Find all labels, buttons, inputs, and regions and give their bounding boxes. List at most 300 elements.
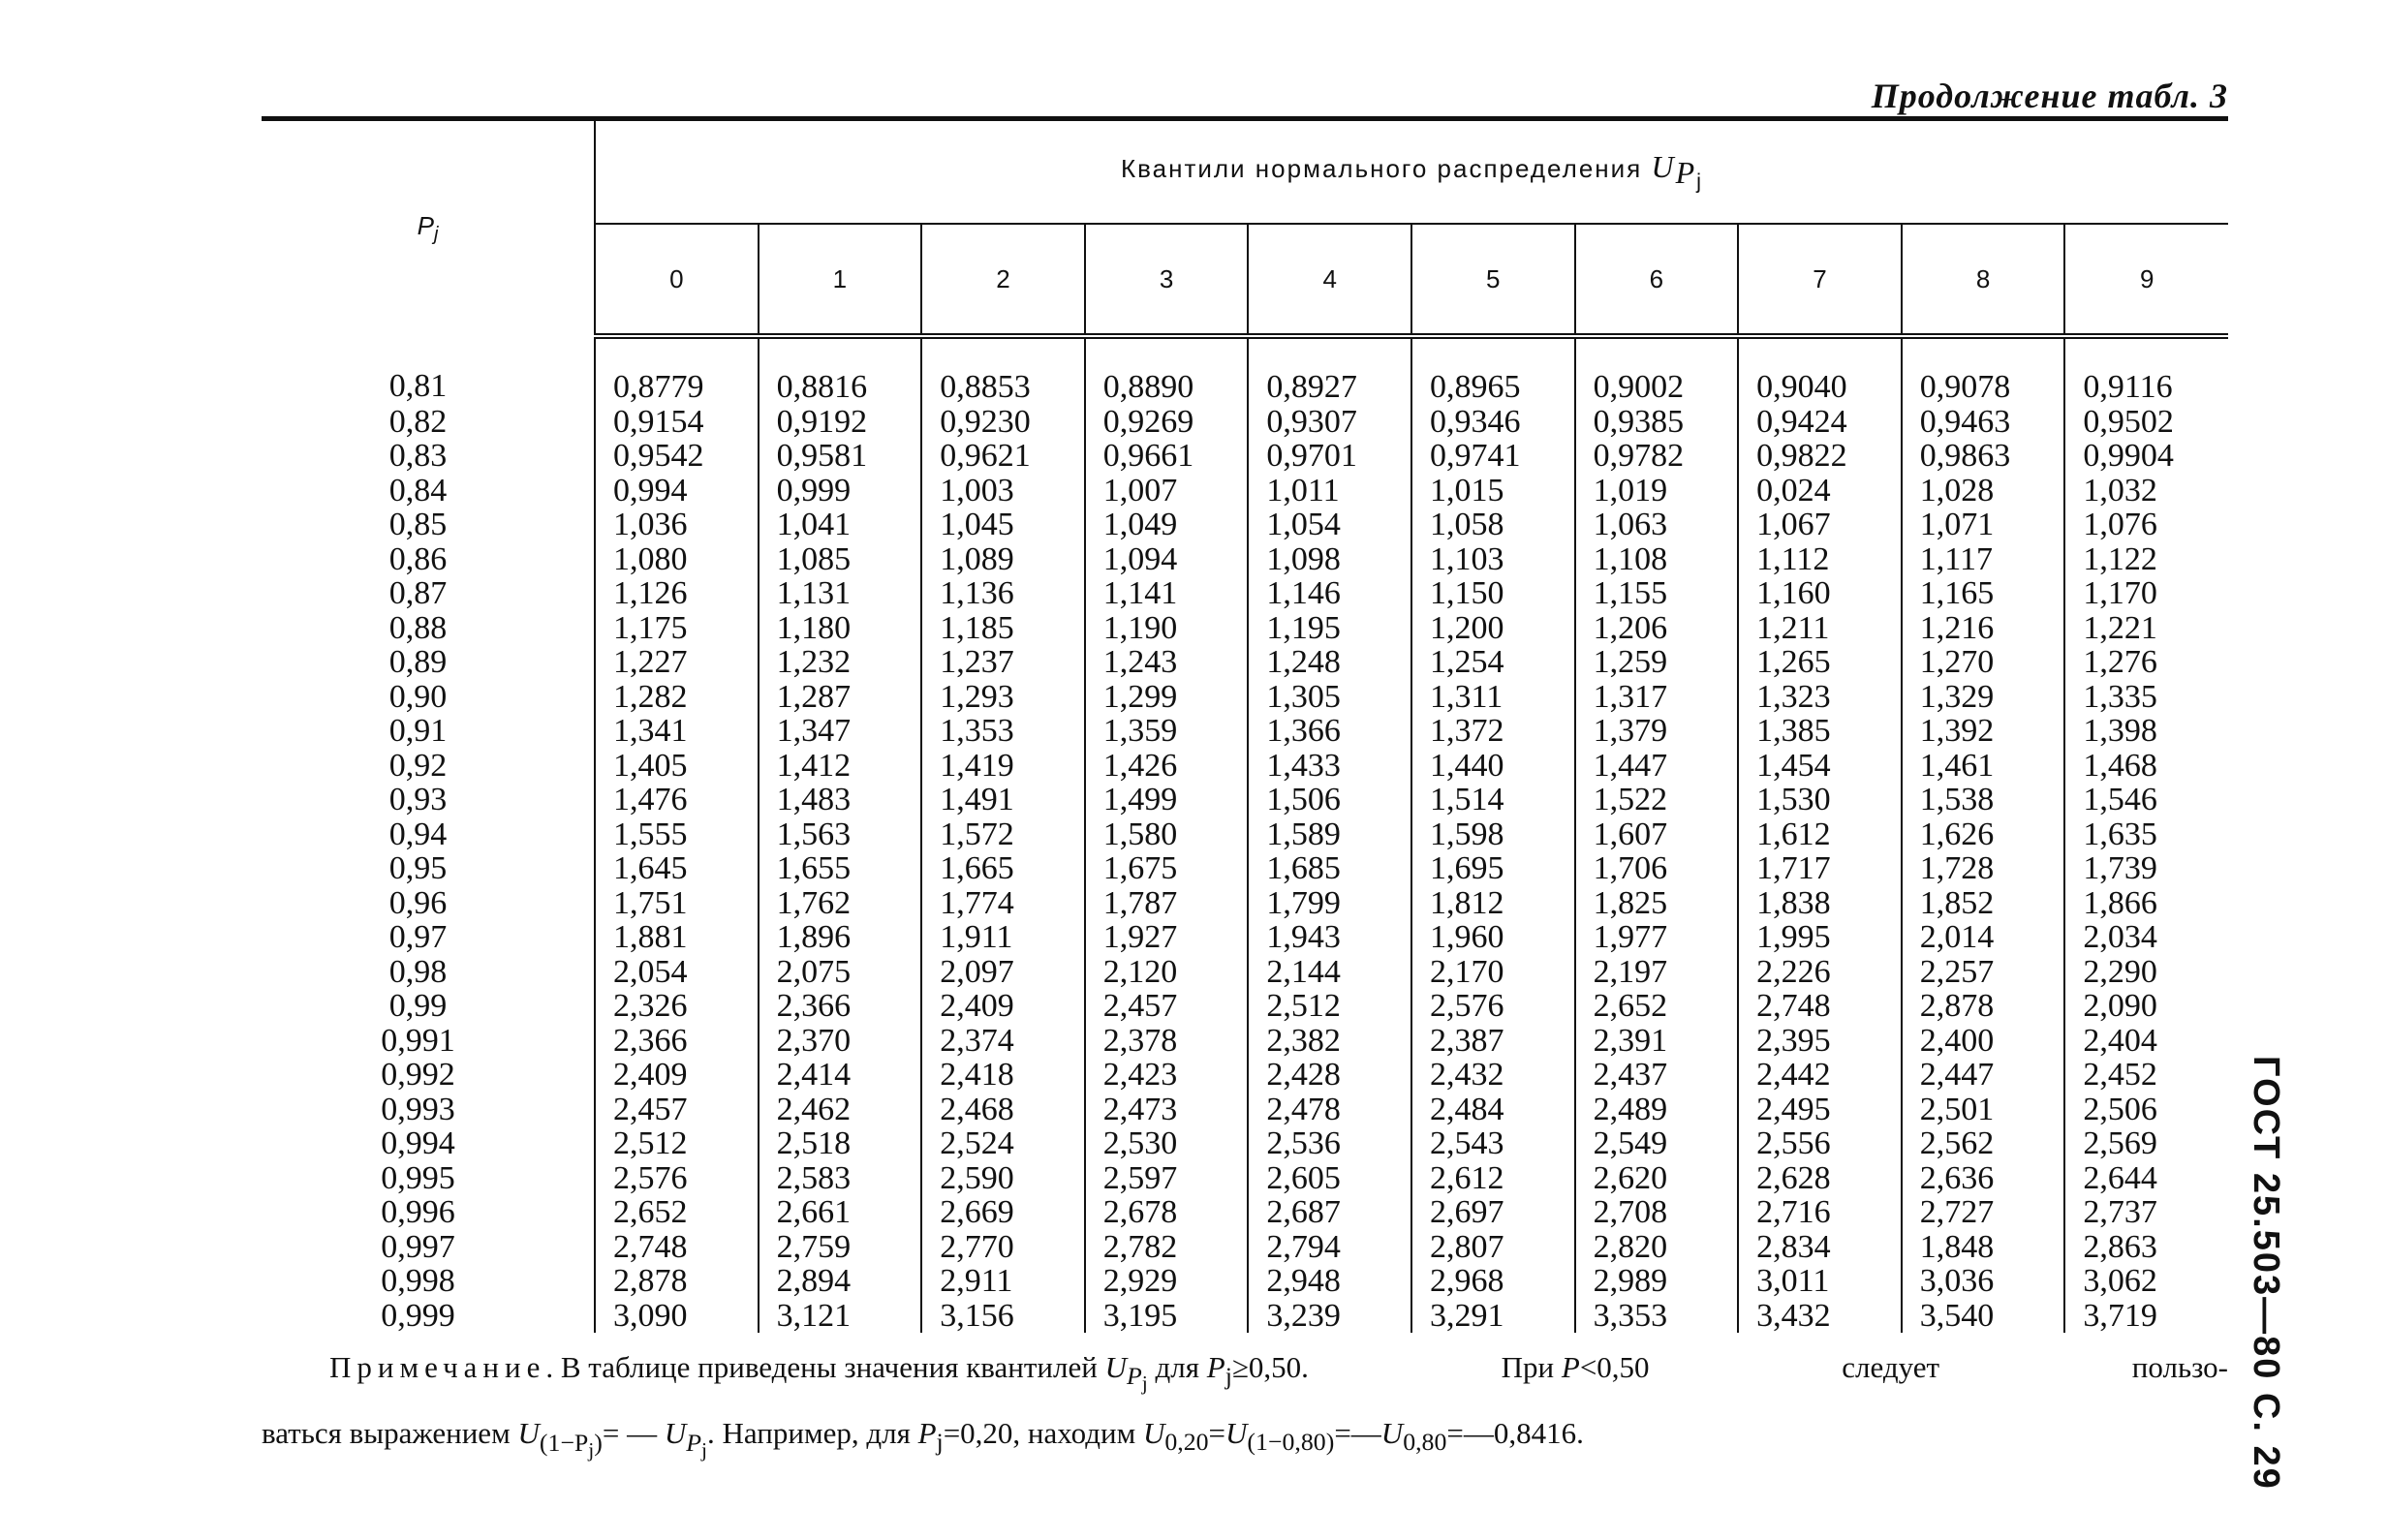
quantile-cell: 2,590 [921,1161,1085,1196]
quantile-cell: 2,605 [1248,1161,1411,1196]
quantile-cell: 1,094 [1085,542,1249,577]
pj-cell: 0,86 [388,540,448,577]
quantile-cell: 2,820 [1575,1230,1739,1265]
quantile-cell: 1,112 [1738,542,1902,577]
quantile-cell: 1,103 [1411,542,1575,577]
quantile-cell: 0,9154 [595,405,759,440]
quantile-cell: 2,661 [759,1195,922,1230]
quantile-cell: 1,282 [595,680,759,715]
quantile-cell: 2,512 [1248,989,1411,1024]
quantile-cell: 1,032 [2064,474,2228,508]
quantile-cell: 0,9542 [595,439,759,474]
quantile-cell: 2,409 [921,989,1085,1024]
quantile-cell: 3,719 [2064,1299,2228,1334]
quantile-cell: 1,335 [2064,680,2228,715]
quantile-cell: 1,812 [1411,886,1575,921]
quantile-cell: 1,185 [921,611,1085,646]
quantile-cell: 1,563 [759,817,922,852]
pj-cell: 0,998 [381,1263,455,1299]
quantile-cell: 1,155 [1575,576,1739,611]
quantile-cell: 2,863 [2064,1230,2228,1265]
quantile-cell: 1,041 [759,508,922,542]
column-header-5: 5 [1411,224,1575,336]
quantile-cell: 1,799 [1248,886,1411,921]
pj-cell: 0,88 [388,609,448,646]
quantile-cell: 2,628 [1738,1161,1902,1196]
quantile-cell: 2,727 [1902,1195,2065,1230]
quantile-cell: 2,409 [595,1058,759,1093]
quantile-cell: 2,576 [1411,989,1575,1024]
note-label: Примечание [329,1350,546,1384]
quantile-cell: 1,685 [1248,851,1411,886]
quantile-cell: 1,211 [1738,611,1902,646]
quantile-cell: 0,8816 [759,336,922,405]
quantile-cell: 2,834 [1738,1230,1902,1265]
quantile-cell: 2,054 [595,955,759,990]
quantile-cell: 2,478 [1248,1093,1411,1127]
quantile-cell: 1,491 [921,783,1085,817]
quantile-cell: 1,071 [1902,508,2065,542]
table-row [262,714,2228,749]
quantile-cell: 1,995 [1738,920,1902,955]
quantile-cell: 1,019 [1575,474,1739,508]
pj-cell: 0,85 [388,507,448,542]
quantile-cell: 0,8927 [1248,336,1411,405]
quantile-cell: 1,108 [1575,542,1739,577]
quantile-cell: 3,062 [2064,1264,2228,1299]
quantile-cell: 1,170 [2064,576,2228,611]
column-header-4: 4 [1248,224,1411,336]
quantile-cell: 2,569 [2064,1126,2228,1161]
quantile-cell: 2,597 [1085,1161,1249,1196]
quantile-cell: 1,838 [1738,886,1902,921]
pj-cell: 0,84 [388,472,448,508]
quantile-cell: 2,170 [1411,955,1575,990]
quantile-cell: 2,501 [1902,1093,2065,1127]
pj-cell: 0,999 [381,1297,455,1334]
column-header-2: 2 [921,224,1085,336]
quantile-cell: 1,405 [595,749,759,784]
quantile-cell: 1,433 [1248,749,1411,784]
quantile-cell: 1,655 [759,851,922,886]
pj-cell: 0,991 [381,1022,455,1059]
quantile-cell: 1,530 [1738,783,1902,817]
quantile-cell: 3,540 [1902,1299,2065,1334]
pj-cell: 0,994 [381,1125,455,1161]
quantile-cell: 2,794 [1248,1230,1411,1265]
quantile-cell: 0,9701 [1248,439,1411,474]
quantile-cell: 2,506 [2064,1093,2228,1127]
table-row [262,474,2228,508]
quantile-cell: 1,366 [1248,714,1411,749]
quantile-cell: 2,737 [2064,1195,2228,1230]
quantile-cell: 1,265 [1738,645,1902,680]
quantile-cell: 0,8779 [595,336,759,405]
quantile-cell: 2,878 [595,1264,759,1299]
column-header-7: 7 [1738,224,1902,336]
quantile-cell: 0,8890 [1085,336,1249,405]
quantile-cell: 3,195 [1085,1299,1249,1334]
quantile-cell: 1,063 [1575,508,1739,542]
quantile-cell: 1,881 [595,920,759,955]
quantile-cell: 1,232 [759,645,922,680]
quantile-cell: 1,126 [595,576,759,611]
quantile-cell: 1,447 [1575,749,1739,784]
quantile-cell: 2,620 [1575,1161,1739,1196]
pj-cell: 0,83 [388,438,448,474]
quantile-cell: 1,960 [1411,920,1575,955]
table-row [262,955,2228,990]
table-row [262,783,2228,817]
quantile-cell: 3,432 [1738,1299,1902,1334]
quantile-cell: 0,9307 [1248,405,1411,440]
pj-cell: 0,98 [388,953,448,990]
quantile-cell: 2,447 [1902,1058,2065,1093]
group-header: Квантили нормального распределения $U_{P_j}$ [595,119,2228,225]
quantile-cell: 2,536 [1248,1126,1411,1161]
quantile-cell: 1,927 [1085,920,1249,955]
quantile-cell: 1,717 [1738,851,1902,886]
pj-cell: 0,82 [388,403,448,440]
quantile-cell: 0,9002 [1575,336,1739,405]
quantile-cell: 1,580 [1085,817,1249,852]
table-row [262,1024,2228,1059]
quantile-cell: 1,353 [921,714,1085,749]
pj-column-header: $P_j$ [262,119,595,337]
quantile-cell: 1,089 [921,542,1085,577]
quantile-cell: 0,9863 [1902,439,2065,474]
quantile-cell: 1,293 [921,680,1085,715]
quantile-cell: 1,911 [921,920,1085,955]
quantile-cell: 2,473 [1085,1093,1249,1127]
table-row [262,1126,2228,1161]
quantile-cell: 2,404 [2064,1024,2228,1059]
quantile-cell: 2,382 [1248,1024,1411,1059]
footnote-line-1: Примечание. В таблице приведены значения квантилей $U_{P_j}$ для $P_j\ge 0,50$. При P<0,50 следует пользо- [329,1350,2228,1396]
quantile-cell: 2,437 [1575,1058,1739,1093]
quantile-cell: 3,090 [595,1299,759,1334]
quantile-cell: 2,556 [1738,1126,1902,1161]
quantile-cell: 2,457 [1085,989,1249,1024]
quantile-cell: 1,706 [1575,851,1739,886]
quantile-cell: 0,9621 [921,439,1085,474]
quantile-cell: 1,419 [921,749,1085,784]
quantile-cell: 1,221 [2064,611,2228,646]
quantile-cell: 1,468 [2064,749,2228,784]
quantile-cell: 1,098 [1248,542,1411,577]
quantile-cell: 1,180 [759,611,922,646]
quantile-cell: 2,090 [2064,989,2228,1024]
quantile-cell: 0,9904 [2064,439,2228,474]
quantile-cell: 1,329 [1902,680,2065,715]
table-row [262,1299,2228,1334]
quantile-cell: 2,197 [1575,955,1739,990]
quantile-cell: 1,248 [1248,645,1411,680]
quantile-cell: 2,878 [1902,989,2065,1024]
quantile-cell: 2,395 [1738,1024,1902,1059]
quantile-cell: 1,085 [759,542,922,577]
quantile-cell: 2,468 [921,1093,1085,1127]
quantile-cell: 2,326 [595,989,759,1024]
footnote-line-2: ваться выражением $U_{(1-P_j)}=$ — $U_{P_j}$. Например, для $P_j=0,20$, находим $U_{0,20}=U_{(1-0,80)}=—U_{0,80}=—0,8416$. [262,1416,1584,1462]
quantile-cell: 0,994 [595,474,759,508]
quantile-cell: 1,122 [2064,542,2228,577]
pj-cell: 0,90 [388,678,448,715]
quantile-cell: 0,9385 [1575,405,1739,440]
pj-cell: 0,92 [388,747,448,784]
quantile-cell: 0,9782 [1575,439,1739,474]
quantile-cell: 2,612 [1411,1161,1575,1196]
table-row [262,1230,2228,1265]
quantile-cell: 1,572 [921,817,1085,852]
table-row [262,645,2228,680]
quantile-cell: 1,522 [1575,783,1739,817]
column-header-1: 1 [759,224,922,336]
quantile-cell: 2,948 [1248,1264,1411,1299]
quantile-cell: 1,243 [1085,645,1249,680]
quantile-cell: 2,911 [921,1264,1085,1299]
quantile-cell: 1,440 [1411,749,1575,784]
quantile-cell: 1,461 [1902,749,2065,784]
side-page-label: ГОСТ 25.503—80 С. 29 [2246,1056,2286,1491]
table-row [262,1264,2228,1299]
quantile-cell: 2,759 [759,1230,922,1265]
quantile-cell: 0,9040 [1738,336,1902,405]
table-row [262,851,2228,886]
quantile-cell: 1,146 [1248,576,1411,611]
quantile-cell: 2,636 [1902,1161,2065,1196]
quantile-cell: 2,748 [595,1230,759,1265]
quantile-cell: 2,644 [2064,1161,2228,1196]
pj-cell: 0,89 [388,644,448,680]
quantile-cell: 1,454 [1738,749,1902,784]
quantile-cell: 1,695 [1411,851,1575,886]
quantile-cell: 2,495 [1738,1093,1902,1127]
quantile-cell: 1,359 [1085,714,1249,749]
quantile-cell: 2,423 [1085,1058,1249,1093]
quantile-cell: 1,739 [2064,851,2228,886]
quantile-cell: 1,392 [1902,714,2065,749]
quantile-cell: 2,583 [759,1161,922,1196]
table-row [262,1093,2228,1127]
quantile-cell: 1,287 [759,680,922,715]
quantile-cell: 1,216 [1902,611,2065,646]
quantile-cell: 1,237 [921,645,1085,680]
quantile-cell: 2,687 [1248,1195,1411,1230]
quantile-cell: 2,652 [595,1195,759,1230]
table-row [262,920,2228,955]
quantile-cell: 0,8965 [1411,336,1575,405]
column-header-3: 3 [1085,224,1249,336]
quantile-cell: 2,257 [1902,955,2065,990]
table-row [262,542,2228,577]
quantile-cell: 1,036 [595,508,759,542]
column-header-0: 0 [595,224,759,336]
quantile-cell: 2,387 [1411,1024,1575,1059]
quantile-cell: 0,9078 [1902,336,2065,405]
quantile-cell: 2,428 [1248,1058,1411,1093]
quantile-cell: 1,675 [1085,851,1249,886]
pj-cell: 0,87 [388,575,448,611]
quantile-cell: 1,538 [1902,783,2065,817]
quantile-cell: 1,045 [921,508,1085,542]
quantile-cell: 2,452 [2064,1058,2228,1093]
quantile-cell: 2,400 [1902,1024,2065,1059]
table-row [262,749,2228,784]
quantile-cell: 1,270 [1902,645,2065,680]
table-row [262,989,2228,1024]
quantile-cell: 1,514 [1411,783,1575,817]
quantile-cell: 1,506 [1248,783,1411,817]
table-row [262,336,2228,405]
quantile-cell: 1,555 [595,817,759,852]
quantile-cell: 2,562 [1902,1126,2065,1161]
quantile-cell: 1,259 [1575,645,1739,680]
quantile-cell: 1,751 [595,886,759,921]
quantile-cell: 2,678 [1085,1195,1249,1230]
quantile-cell: 1,305 [1248,680,1411,715]
quantile-cell: 1,299 [1085,680,1249,715]
quantile-cell: 1,165 [1902,576,2065,611]
pj-cell: 0,96 [388,884,448,921]
quantile-cell: 1,049 [1085,508,1249,542]
quantile-cell: 2,489 [1575,1093,1739,1127]
quantile-cell: 1,141 [1085,576,1249,611]
table-row [262,508,2228,542]
quantile-cell: 1,150 [1411,576,1575,611]
quantile-cell: 1,645 [595,851,759,886]
quantile-cell: 1,311 [1411,680,1575,715]
quantile-cell: 1,483 [759,783,922,817]
quantile-cell: 1,412 [759,749,922,784]
column-header-9: 9 [2064,224,2228,336]
quantile-cell: 0,9192 [759,405,922,440]
quantile-cell: 2,782 [1085,1230,1249,1265]
quantile-cell: 1,190 [1085,611,1249,646]
quantile-cell: 1,635 [2064,817,2228,852]
quantile-cell: 1,007 [1085,474,1249,508]
pj-cell: 0,99 [388,988,448,1024]
quantile-cell: 2,512 [595,1126,759,1161]
quantile-cell: 1,977 [1575,920,1739,955]
quantile-cell: 1,398 [2064,714,2228,749]
table-row [262,1058,2228,1093]
quantile-cell: 2,807 [1411,1230,1575,1265]
pj-cell: 0,992 [381,1057,455,1093]
quantile-cell: 1,076 [2064,508,2228,542]
quantile-cell: 1,607 [1575,817,1739,852]
quantile-cell: 2,366 [595,1024,759,1059]
quantile-cell: 1,852 [1902,886,2065,921]
quantile-cell: 2,929 [1085,1264,1249,1299]
quantile-cell: 0,9502 [2064,405,2228,440]
quantile-cell: 2,370 [759,1024,922,1059]
quantile-cell: 1,848 [1902,1230,2065,1265]
quantile-cell: 2,418 [921,1058,1085,1093]
quantile-cell: 1,200 [1411,611,1575,646]
quantile-cell: 3,121 [759,1299,922,1334]
quantile-cell: 0,9581 [759,439,922,474]
quantile-cell: 1,612 [1738,817,1902,852]
quantile-cell: 0,9346 [1411,405,1575,440]
quantile-cell: 1,665 [921,851,1085,886]
quantile-cell: 2,652 [1575,989,1739,1024]
quantile-cell: 0,024 [1738,474,1902,508]
pj-cell: 0,993 [381,1091,455,1127]
quantile-cell: 1,426 [1085,749,1249,784]
quantile-cell: 3,291 [1411,1299,1575,1334]
quantile-cell: 1,379 [1575,714,1739,749]
quantile-cell: 1,762 [759,886,922,921]
pj-cell: 0,81 [388,367,448,404]
quantile-cell: 2,378 [1085,1024,1249,1059]
quantile-cell: 1,080 [595,542,759,577]
quantile-cell: 1,227 [595,645,759,680]
quantile-cell: 2,484 [1411,1093,1575,1127]
pj-cell: 0,94 [388,816,448,852]
table-row [262,886,2228,921]
quantile-cell: 3,011 [1738,1264,1902,1299]
table-row [262,1161,2228,1196]
quantile-cell: 1,546 [2064,783,2228,817]
quantile-cell: 1,054 [1248,508,1411,542]
quantile-table [262,116,2228,1333]
pj-cell: 0,996 [381,1194,455,1230]
quantile-cell: 2,716 [1738,1195,1902,1230]
quantile-cell: 1,787 [1085,886,1249,921]
pj-cell: 0,93 [388,782,448,817]
quantile-cell: 2,414 [759,1058,922,1093]
quantile-cell: 2,669 [921,1195,1085,1230]
quantile-cell: 1,317 [1575,680,1739,715]
quantile-cell: 0,9741 [1411,439,1575,474]
quantile-cell: 2,120 [1085,955,1249,990]
pj-cell: 0,95 [388,850,448,886]
quantile-cell: 0,9822 [1738,439,1902,474]
quantile-cell: 1,341 [595,714,759,749]
quantile-cell: 2,034 [2064,920,2228,955]
quantile-cell: 1,943 [1248,920,1411,955]
quantile-cell: 1,058 [1411,508,1575,542]
quantile-cell: 0,999 [759,474,922,508]
quantile-cell: 3,036 [1902,1264,2065,1299]
table-row [262,576,2228,611]
quantile-cell: 2,014 [1902,920,2065,955]
quantile-cell: 1,003 [921,474,1085,508]
quantile-cell: 1,276 [2064,645,2228,680]
table-header-row [262,119,2228,225]
quantile-cell: 2,442 [1738,1058,1902,1093]
quantile-cell: 1,866 [2064,886,2228,921]
quantile-cell: 2,708 [1575,1195,1739,1230]
quantile-cell: 2,432 [1411,1058,1575,1093]
quantile-cell: 1,626 [1902,817,2065,852]
table-row [262,439,2228,474]
quantile-cell: 2,894 [759,1264,922,1299]
quantile-cell: 2,462 [759,1093,922,1127]
quantile-cell: 1,136 [921,576,1085,611]
quantile-cell: 0,9424 [1738,405,1902,440]
quantile-cell: 0,9269 [1085,405,1249,440]
quantile-cell: 0,8853 [921,336,1085,405]
quantile-cell: 2,391 [1575,1024,1739,1059]
quantile-cell: 0,9463 [1902,405,2065,440]
table-body [262,336,2228,1333]
quantile-cell: 1,774 [921,886,1085,921]
quantile-cell: 0,9661 [1085,439,1249,474]
quantile-cell: 1,347 [759,714,922,749]
pj-cell: 0,91 [388,713,448,749]
